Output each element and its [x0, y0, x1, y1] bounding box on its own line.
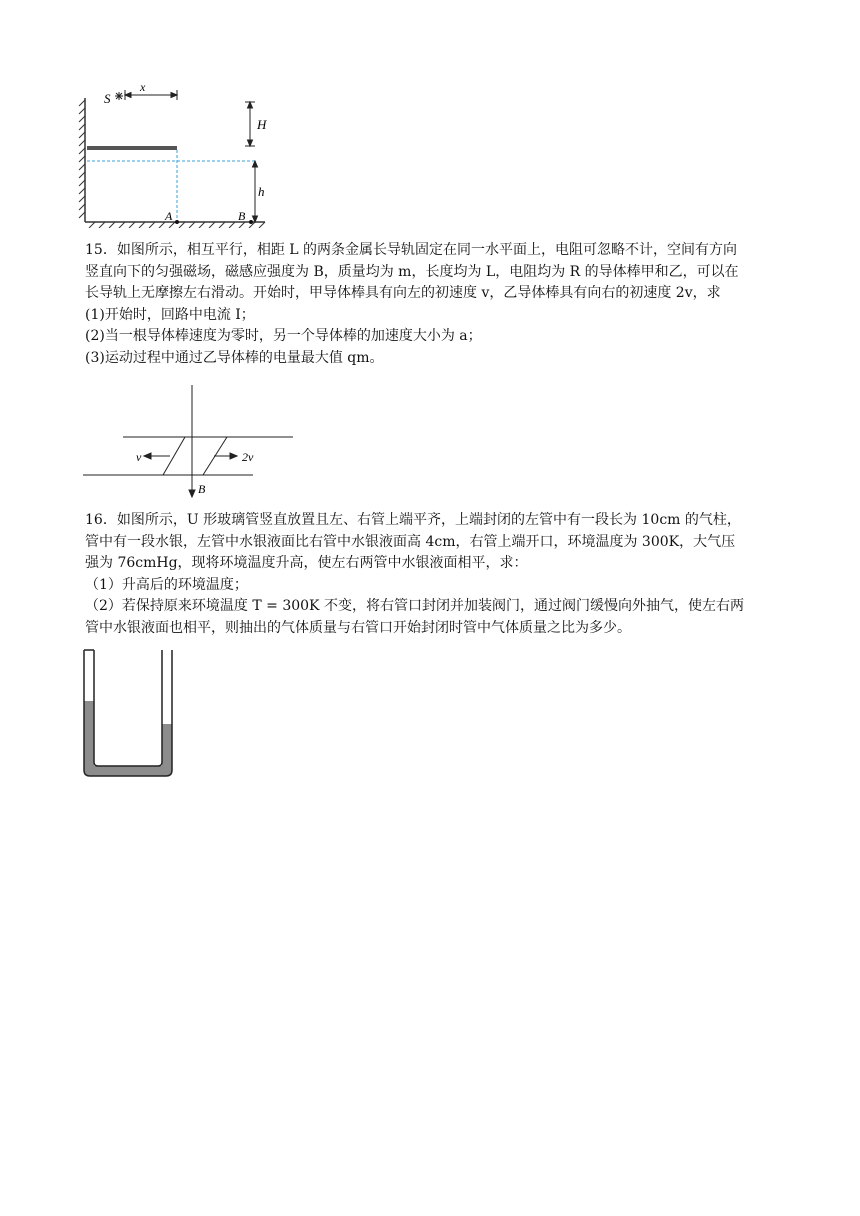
point-B	[249, 220, 253, 224]
question-15	[85, 240, 785, 369]
question-16	[85, 510, 785, 639]
tube-outer-wall	[84, 650, 172, 776]
q15-line: 竖直向下的匀强磁场，磁感应强度为 B，质量均为 m，长度均为 L，电阻均为 R 的导体棒甲和乙，可以在	[85, 263, 739, 280]
label-A: A	[165, 209, 173, 223]
slab	[87, 146, 177, 150]
mercury-column	[84, 701, 172, 776]
q16-line: 管中水银液面也相平，则抽出的气体质量与右管口开始封闭时管中气体质量之比为多少。	[85, 619, 631, 636]
q15-line: 15．如图所示，相互平行，相距 L 的两条金属长导轨固定在同一水平面上，电阻可忽略不计，空间有方向	[85, 242, 738, 258]
label-source: S	[104, 91, 111, 106]
q15-line: 长导轨上无摩擦左右滑动。开始时，甲导体棒具有向左的初速度 v，乙导体棒具有向右的初速度 2v，求	[85, 285, 721, 301]
H-dimension-arrow	[245, 102, 255, 146]
label-h: h	[258, 184, 265, 199]
velocity-left-arrowhead-icon	[144, 453, 151, 459]
wall-hatching	[79, 98, 85, 222]
q16-line: 强为 76cmHg，现将环境温度升高，使左右两管中水银液面相平，求：	[85, 555, 528, 571]
q16-line: 管中有一段水银，左管中水银液面比右管中水银液面高 4cm，右管上端开口，环境温度为 300K，大气压	[85, 533, 736, 550]
q16-line: （2）若保持原来环境温度 T = 300K 不变，将右管口封闭并加装阀门，通过阀门缓慢向外抽气，使左右两	[85, 598, 744, 614]
light-source-icon	[115, 92, 123, 100]
q15-line: (2)当一根导体棒速度为零时，另一个导体棒的加速度大小为 a；	[85, 328, 482, 344]
figure-u-tube	[80, 648, 180, 780]
q15-line: (3)运动过程中通过乙导体棒的电量最大值 qm。	[85, 349, 384, 366]
label-B: B	[238, 209, 246, 223]
velocity-right-arrowhead-icon	[230, 453, 237, 459]
label-2v: 2v	[242, 450, 254, 464]
label-x: x	[140, 80, 146, 94]
field-arrow-icon	[189, 490, 195, 497]
q16-line: （1）升高后的环境温度；	[85, 576, 248, 593]
label-B-field: B	[198, 482, 206, 496]
label-H: H	[257, 117, 267, 132]
h-dimension-arrow	[253, 161, 258, 222]
figure-light-source	[75, 80, 275, 228]
q15-line: (1)开始时，回路中电流 I；	[85, 306, 255, 323]
tube-inner-wall	[94, 650, 162, 766]
label-v: v	[136, 450, 142, 464]
figure-rails	[80, 383, 300, 498]
x-dimension-arrow	[125, 90, 177, 100]
q16-line: 16．如图所示，U 形玻璃管竖直放置且左、右管上端平齐，上端封闭的左管中有一段长为 10cm 的气柱，	[85, 512, 741, 528]
point-A	[175, 220, 179, 224]
